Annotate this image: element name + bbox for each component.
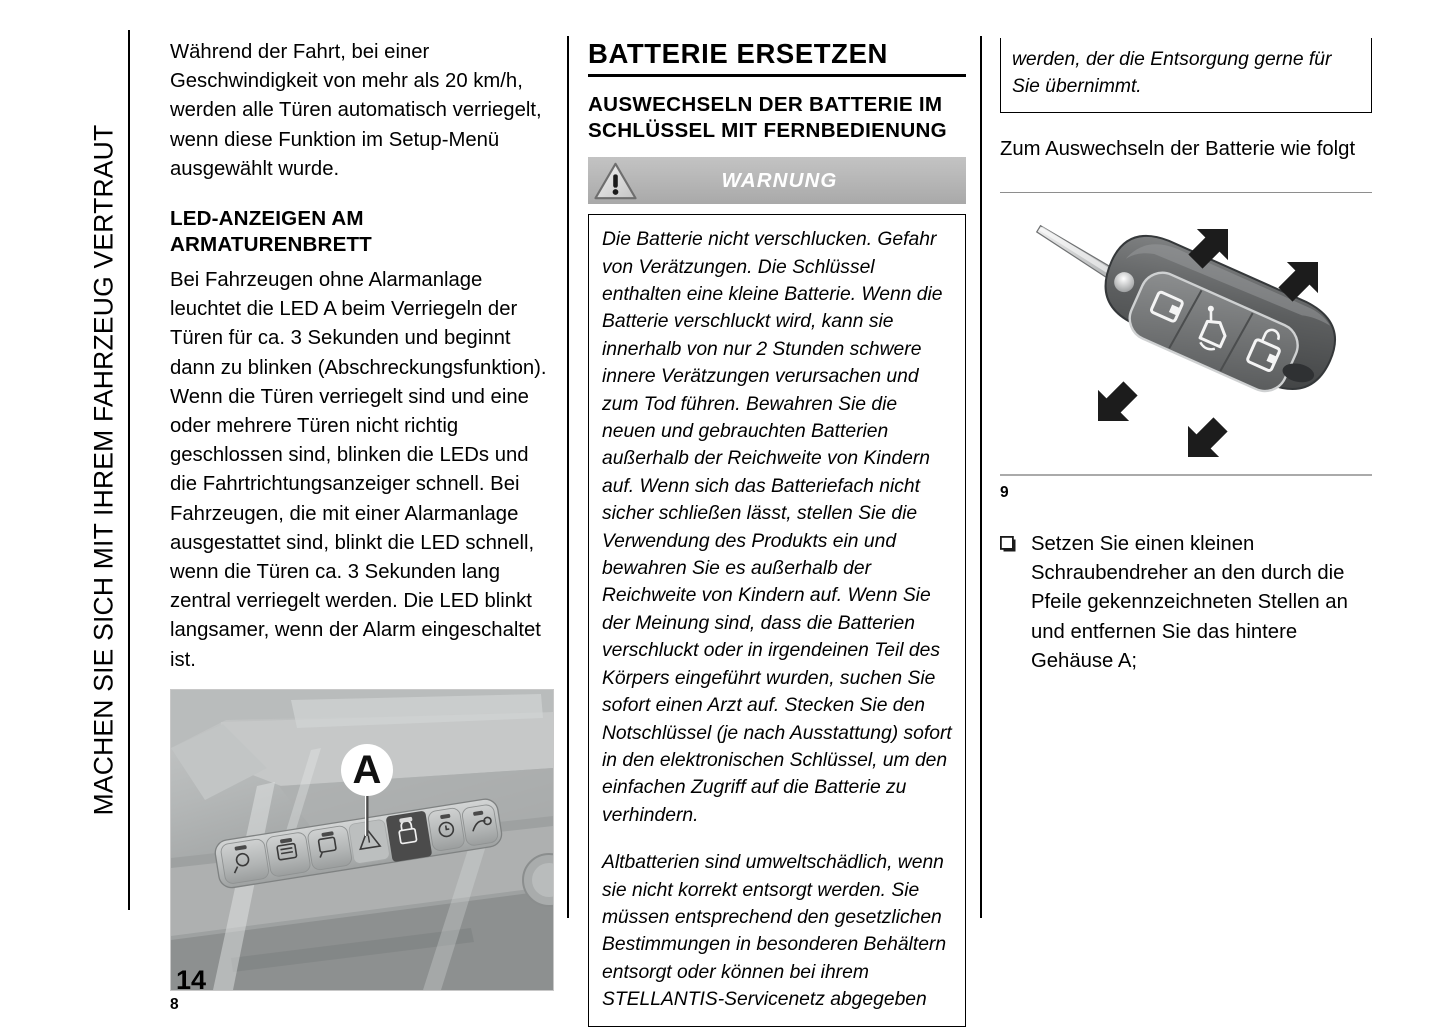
section-rule bbox=[1000, 192, 1372, 193]
figure-dashboard bbox=[170, 689, 552, 1014]
warning-box-continued bbox=[1000, 38, 1372, 113]
warning-label: WARNUNG bbox=[721, 168, 838, 192]
led-heading: LED-ANZEIGEN AM ARMATURENBRETT bbox=[170, 207, 372, 256]
intro-paragraph: Während der Fahrt, bei einer Geschwindigkeit von mehr als 20 km/h, werden alle Türen automatisch verriegelt, wenn diese Funktion im Setup-Menü ausgewählt wurde. bbox=[170, 41, 542, 180]
figure-number-9: 9 bbox=[1000, 484, 1009, 502]
instruction-list bbox=[1000, 530, 1372, 676]
warning-paragraph-2: Altbatterien sind umweltschädlich, wenn sie nicht korrekt entsorgt werden. Sie müssen entsprechend den gesetzlichen Bestimmungen in besonderen Behältern entsorgt oder können bei ihrem STELLANTIS-Servicenetz abgegeben bbox=[602, 852, 947, 1011]
column-divider-2 bbox=[980, 36, 982, 918]
list-item-label: Setzen Sie einen kleinen Schraubendreher an den durch die Pfeile gekennzeichneten Stellen an und entfernen Sie das hintere Gehäuse A; bbox=[1031, 533, 1348, 672]
list-item bbox=[1000, 530, 1372, 676]
remote-key-image bbox=[1000, 207, 1372, 479]
square-bullet-icon bbox=[1000, 536, 1017, 553]
chapter-tab-label: MACHEN SIE SICH MIT IHREM FAHRZEUG VERTRAUT bbox=[88, 124, 119, 816]
warning-paragraph-1: Die Batterie nicht verschlucken. Gefahr von Verätzungen. Die Schlüssel enthalten eine kleine Batterie. Wenn die Batterie verschluckt wird, kann sie innerhalb von nur 2 Stunden schwere innere Verätzungen verursachen und zum Tod führen. Bewahren Sie die neuen und gebrauchten Batterien außerhalb der Reichweite von Kindern auf. Wenn sich das Batteriefach nicht sicher schließen lässt, stellen Sie die Verwendung des Produkts ein und bewahren Sie es außerhalb der Reichweite von Kindern auf. Wenn Sie der Meinung sind, dass die Batterien verschluckt oder in irgendeinen Teil des Körpers eingeführt wurden, suchen Sie sofort einen Arzt auf. Stecken Sie den Notschlüssel (je nach Ausstattung) sofort in den elektronischen Schlüssel, um den einfachen Zugriff auf die Batterie zu verhindern. bbox=[602, 229, 952, 826]
warning-triangle-icon bbox=[592, 160, 639, 202]
page-title: BATTERIE ERSETZEN bbox=[588, 38, 966, 77]
warning-continued-text: werden, der die Entsorgung gerne für Sie übernimmt. bbox=[1012, 49, 1332, 98]
column-three bbox=[1000, 38, 1372, 676]
figure-key-fob bbox=[1000, 207, 1372, 502]
page-number: 14 bbox=[176, 965, 207, 995]
warning-header bbox=[588, 157, 966, 204]
dashboard-switch-panel-image bbox=[170, 689, 554, 991]
column-divider-1 bbox=[567, 36, 569, 918]
chapter-tab-rule bbox=[128, 30, 130, 910]
led-body-paragraph: Bei Fahrzeugen ohne Alarmanlage leuchtet die LED A beim Verriegeln der Türen für ca. 3 Sekunden und beginnt dann zu blinken (Abschreckungsfunktion). Wenn die Türen verriegelt sind und eine oder mehrere Türen nicht richtig geschlossen sind, blinken die LEDs und die Fahrtrichtungsanzeiger schnell. Bei Fahrzeugen, die mit einer Alarmanlage ausgestattet sind, blinkt die LED schnell, wenn die Türen ca. 3 Sekunden lang zentral verriegelt werden. Die LED blinkt langsamer, wenn der Alarm eingeschaltet ist. bbox=[170, 269, 547, 671]
section-title: AUSWECHSELN DER BATTERIE IM SCHLÜSSEL MIT FERNBEDIENUNG bbox=[588, 93, 947, 142]
column-one bbox=[170, 38, 552, 1014]
lead-paragraph: Zum Auswechseln der Batterie wie folgt bbox=[1000, 137, 1356, 160]
figure-number-8: 8 bbox=[170, 995, 179, 1013]
column-two bbox=[588, 38, 966, 1027]
warning-box bbox=[588, 214, 966, 1026]
callout-label-a: A bbox=[352, 747, 382, 792]
chapter-tab bbox=[78, 30, 130, 910]
